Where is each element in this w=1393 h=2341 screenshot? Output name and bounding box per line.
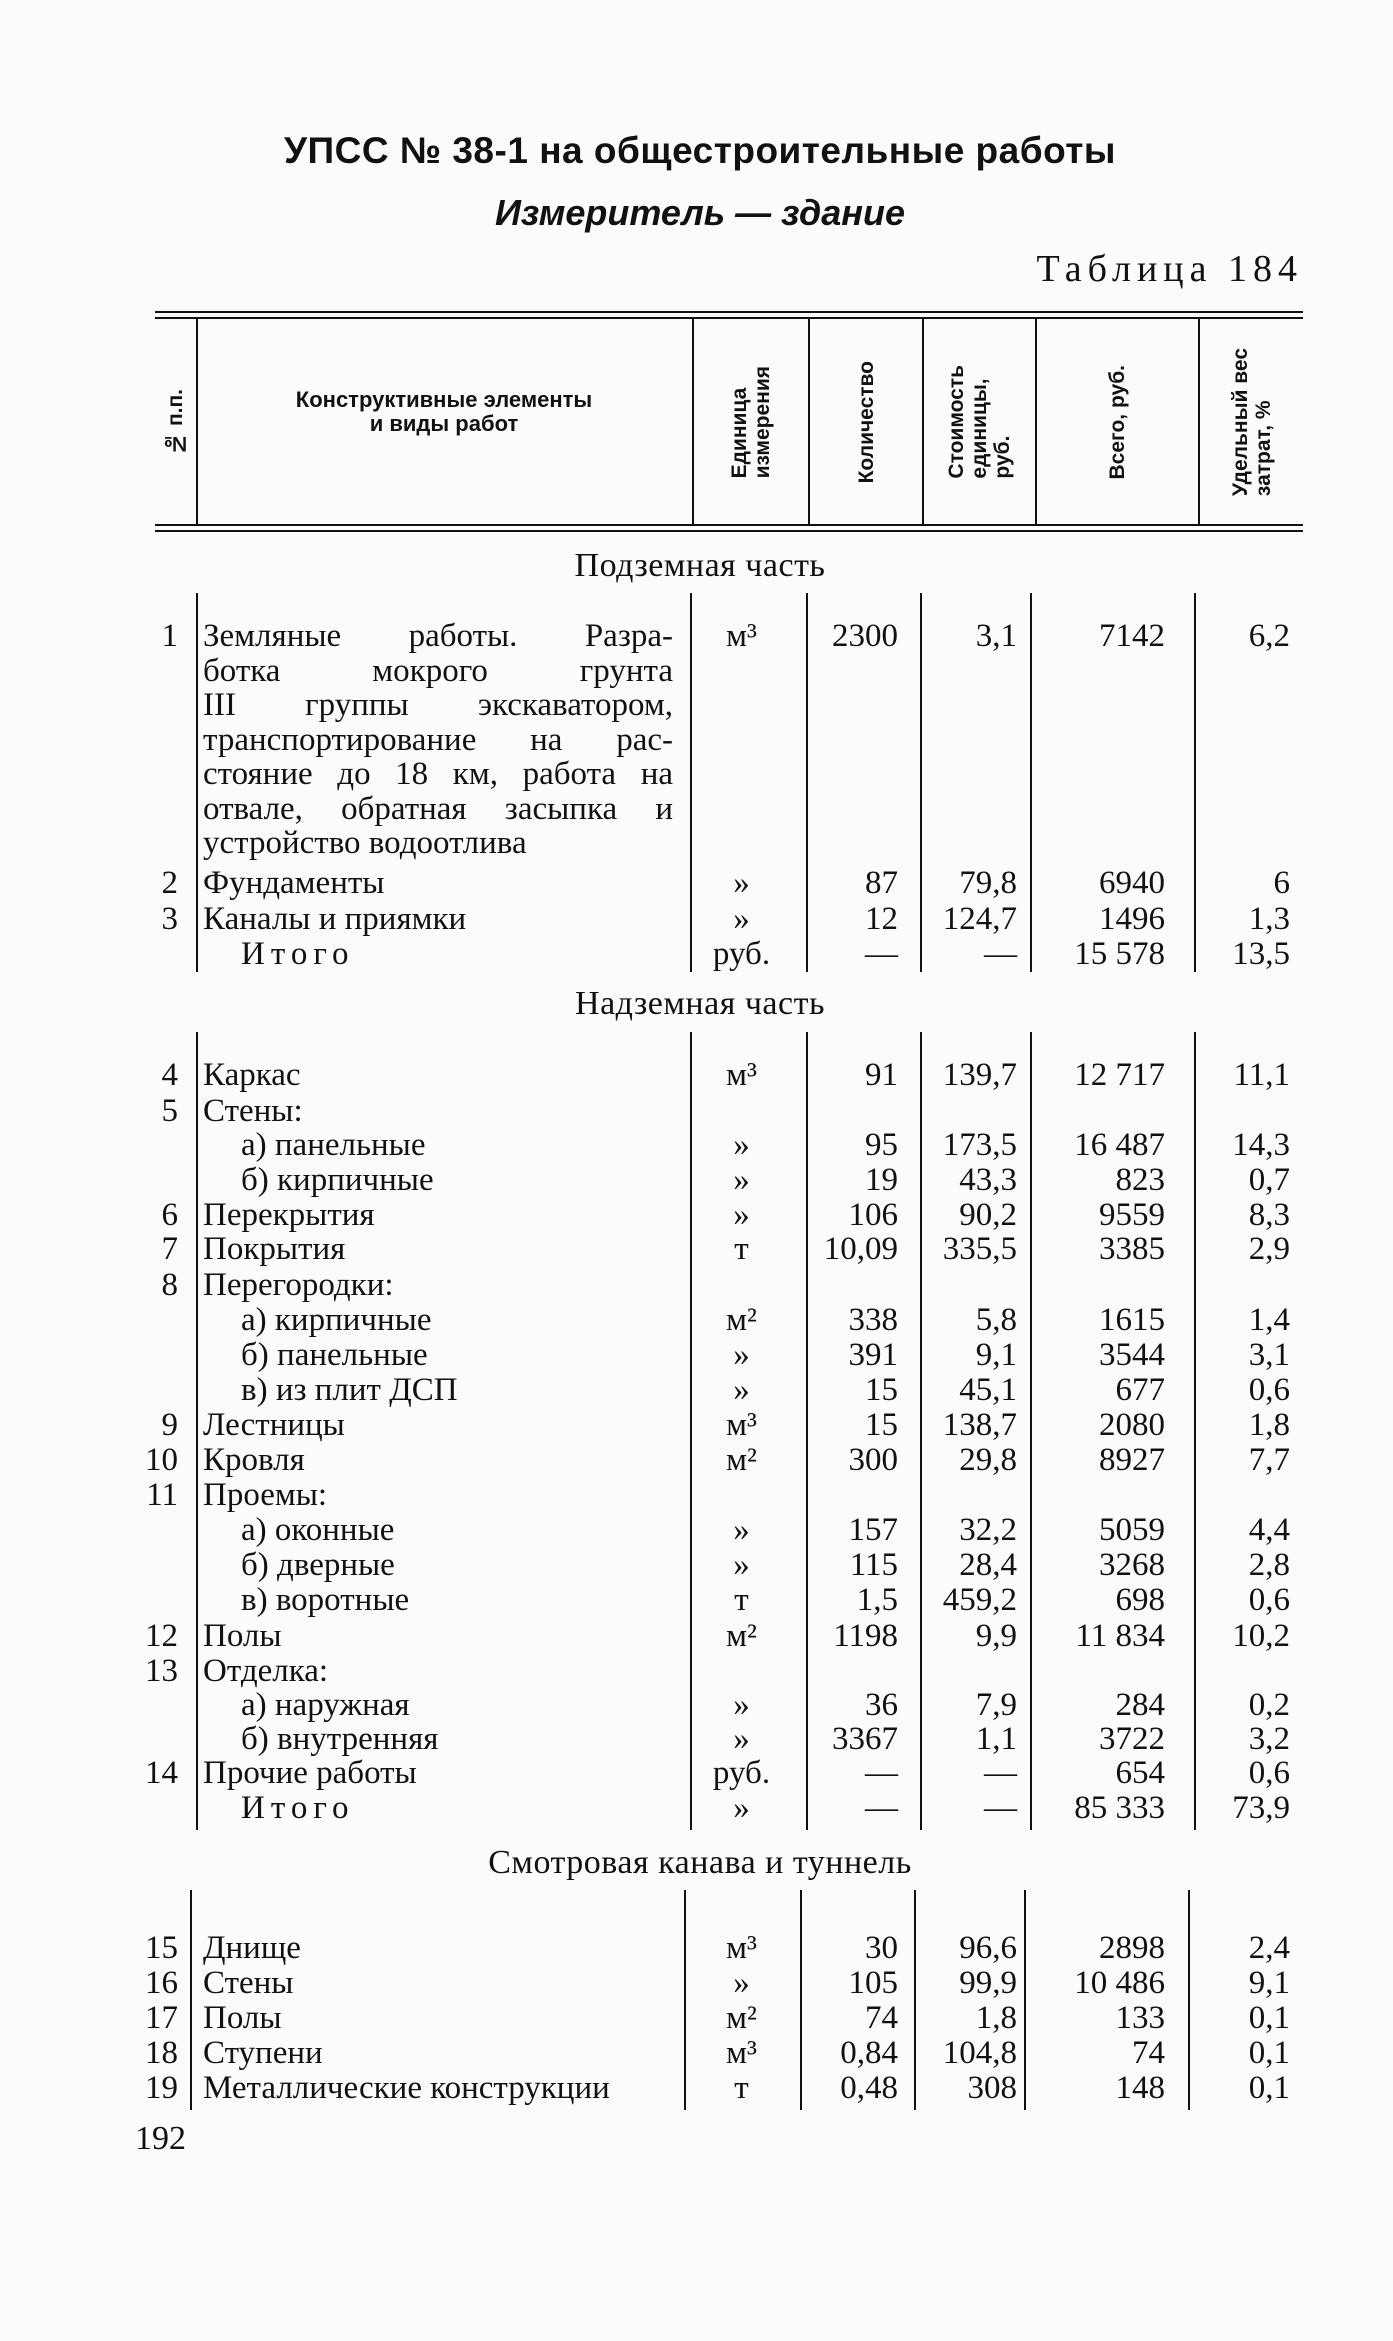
row-description: б) панельные — [241, 1337, 428, 1373]
row-quantity: 30 — [865, 1930, 898, 1966]
row-unit: » — [733, 1197, 750, 1233]
row-quantity: — — [865, 1790, 898, 1826]
row-total: 12 717 — [1074, 1057, 1165, 1093]
row-unit-price: 96,6 — [959, 1930, 1017, 1966]
row-description: Ступени — [203, 2035, 323, 2071]
row-quantity: 95 — [865, 1127, 898, 1163]
row-quantity: 1,5 — [856, 1582, 898, 1618]
row-quantity: — — [865, 1755, 898, 1791]
header-bottom-rule — [155, 524, 1303, 526]
row-description: а) панельные — [241, 1127, 426, 1163]
row-description: Проемы: — [203, 1477, 328, 1513]
row-total: 1615 — [1099, 1302, 1165, 1338]
column-divider — [914, 1890, 916, 2110]
row-total: 85 333 — [1074, 1790, 1165, 1826]
row-number: 17 — [145, 2000, 178, 2036]
column-divider — [1194, 593, 1196, 972]
row-unit-price: 1,8 — [975, 2000, 1017, 2036]
section-title: Смотровая канава и туннель — [488, 1844, 912, 1881]
column-divider — [196, 593, 198, 972]
row-total: 677 — [1115, 1372, 1165, 1408]
row-unit: » — [733, 1512, 750, 1548]
row-total: 16 487 — [1074, 1127, 1165, 1163]
row-description: а) кирпичные — [241, 1302, 432, 1338]
row-share: 0,1 — [1248, 2035, 1290, 2071]
row-number: 9 — [161, 1407, 178, 1443]
row-description: Полы — [203, 2000, 282, 2036]
row-unit: м³ — [726, 1407, 757, 1443]
row-share: 1,8 — [1248, 1407, 1290, 1443]
row-description: Днище — [203, 1930, 301, 1966]
row-unit-price: 335,5 — [942, 1231, 1017, 1267]
row-description: Покрытия — [203, 1231, 346, 1267]
row-unit-price: 308 — [967, 2070, 1017, 2106]
row-description: Кровля — [203, 1442, 305, 1478]
row-unit-price: — — [984, 1790, 1017, 1826]
row-unit: м³ — [726, 1057, 757, 1093]
row-unit-price: 104,8 — [942, 2035, 1017, 2071]
row-total: 698 — [1115, 1582, 1165, 1618]
section-title: Подземная часть — [574, 547, 826, 584]
row-total: 7142 — [1099, 618, 1165, 654]
row-description: Фундаменты — [203, 865, 385, 901]
row-unit: » — [733, 1547, 750, 1583]
row-unit: руб. — [712, 936, 771, 972]
item-1-description — [203, 619, 673, 861]
row-number: 6 — [161, 1197, 178, 1233]
row-quantity: 87 — [865, 865, 898, 901]
row-unit: » — [733, 1162, 750, 1198]
column-divider — [920, 593, 922, 972]
row-description: Перекрытия — [203, 1197, 375, 1233]
row-unit-price: 5,8 — [975, 1302, 1017, 1338]
row-total: 74 — [1132, 2035, 1165, 2071]
row-number: 12 — [145, 1618, 178, 1654]
total-row-label: Итого — [241, 936, 355, 972]
row-share: 0,6 — [1248, 1372, 1290, 1408]
row-quantity: 15 — [865, 1372, 898, 1408]
column-divider — [1030, 593, 1032, 972]
row-total: 823 — [1115, 1162, 1165, 1198]
row-total: 3268 — [1099, 1547, 1165, 1583]
row-total: 3385 — [1099, 1231, 1165, 1267]
row-unit: » — [733, 1790, 750, 1826]
row-quantity: — — [865, 936, 898, 972]
row-share: 8,3 — [1248, 1197, 1290, 1233]
row-quantity: 106 — [848, 1197, 898, 1233]
row-unit-price: 45,1 — [959, 1372, 1017, 1408]
row-unit-price: 138,7 — [942, 1407, 1017, 1443]
row-unit: м² — [726, 1302, 757, 1338]
header-bottom-rule-inner — [155, 530, 1303, 532]
row-unit-price: 1,1 — [975, 1721, 1017, 1757]
row-share: 9,1 — [1248, 1965, 1290, 2001]
row-unit-price: 90,2 — [959, 1197, 1017, 1233]
row-description: Прочие работы — [203, 1755, 417, 1791]
row-unit-price: 3,1 — [975, 618, 1017, 654]
row-unit: т — [734, 1582, 749, 1618]
column-header-total: Всего, руб. — [1106, 364, 1129, 480]
row-unit-price: — — [984, 936, 1017, 972]
total-row-label: Итого — [241, 1790, 355, 1826]
header-top-rule — [155, 311, 1303, 313]
row-total: 148 — [1115, 2070, 1165, 2106]
column-header-element: Конструктивные элементы и виды работ — [295, 387, 593, 436]
column-divider — [1194, 1032, 1196, 1830]
table-label: Таблица 184 — [1036, 248, 1303, 290]
column-divider — [1024, 1890, 1026, 2110]
row-unit-price: 29,8 — [959, 1442, 1017, 1478]
row-unit: » — [733, 1687, 750, 1723]
column-divider — [1030, 1032, 1032, 1830]
row-share: 3,2 — [1248, 1721, 1290, 1757]
row-quantity: 3367 — [832, 1721, 898, 1757]
row-unit: » — [733, 1721, 750, 1757]
row-description: Каналы и приямки — [203, 901, 467, 937]
row-quantity: 157 — [848, 1512, 898, 1548]
row-total: 5059 — [1099, 1512, 1165, 1548]
row-unit: » — [733, 1127, 750, 1163]
description-line: III группы экскаватором, — [203, 687, 673, 723]
row-description: в) из плит ДСП — [241, 1372, 458, 1408]
row-quantity: 115 — [849, 1547, 898, 1583]
row-total: 2898 — [1099, 1930, 1165, 1966]
page-number: 192 — [135, 2120, 186, 2157]
row-unit-price: 139,7 — [942, 1057, 1017, 1093]
row-share: 10,2 — [1232, 1618, 1290, 1654]
row-total: 8927 — [1099, 1442, 1165, 1478]
row-share: 2,8 — [1248, 1547, 1290, 1583]
row-number: 4 — [161, 1057, 178, 1093]
column-divider — [920, 1032, 922, 1830]
row-unit: руб. — [712, 1755, 771, 1791]
row-share: 0,6 — [1248, 1755, 1290, 1791]
row-number: 19 — [145, 2070, 178, 2106]
row-total: 3722 — [1099, 1721, 1165, 1757]
row-unit: м² — [726, 1618, 757, 1654]
description-line: транспортирование на рас- — [203, 721, 673, 758]
row-unit: т — [734, 1231, 749, 1267]
row-share: 6 — [1273, 865, 1290, 901]
column-header-unit: Единица измерения — [728, 365, 774, 479]
row-share: 0,1 — [1248, 2070, 1290, 2106]
row-description: Стены — [203, 1965, 294, 2001]
description-line: отвале, обратная засыпка и — [203, 790, 673, 827]
row-description: б) внутренняя — [241, 1721, 439, 1757]
row-number: 1 — [161, 618, 178, 654]
row-total: 1496 — [1099, 901, 1165, 937]
document-subtitle: Измеритель — здание — [494, 192, 906, 233]
row-quantity: 300 — [848, 1442, 898, 1478]
row-quantity: 91 — [865, 1057, 898, 1093]
row-description: Полы — [203, 1618, 282, 1654]
row-number: 16 — [145, 1965, 178, 2001]
row-number: 5 — [161, 1093, 178, 1129]
row-quantity: 0,48 — [840, 2070, 898, 2106]
column-divider — [800, 1890, 802, 2110]
row-number: 10 — [145, 1442, 178, 1478]
row-share: 0,7 — [1248, 1162, 1290, 1198]
row-unit: м³ — [726, 618, 757, 654]
row-quantity: 2300 — [832, 618, 898, 654]
row-number: 8 — [161, 1267, 178, 1303]
row-total: 3544 — [1099, 1337, 1165, 1373]
row-share: 11,1 — [1233, 1057, 1290, 1093]
row-unit-price: 9,9 — [975, 1618, 1017, 1654]
row-quantity: 19 — [865, 1162, 898, 1198]
row-total: 284 — [1115, 1687, 1165, 1723]
column-header-share: Удельный вес затрат, % — [1228, 347, 1275, 497]
row-description: б) кирпичные — [241, 1162, 434, 1198]
row-quantity: 105 — [848, 1965, 898, 2001]
row-unit: » — [733, 1372, 750, 1408]
row-unit: » — [733, 901, 750, 937]
row-unit: » — [733, 1965, 750, 2001]
row-total: 9559 — [1099, 1197, 1165, 1233]
row-share: 73,9 — [1232, 1790, 1290, 1826]
row-unit-price: 32,2 — [959, 1512, 1017, 1548]
row-unit: т — [734, 2070, 749, 2106]
column-header-num: № п.п. — [164, 389, 187, 455]
row-share: 13,5 — [1232, 936, 1290, 972]
section-title: Надземная часть — [575, 985, 825, 1022]
row-number: 14 — [145, 1755, 178, 1791]
row-unit-price: 79,8 — [959, 865, 1017, 901]
row-description: а) наружная — [241, 1687, 410, 1723]
row-share: 6,2 — [1248, 618, 1290, 654]
row-number: 7 — [161, 1231, 178, 1267]
column-divider — [190, 1890, 192, 2110]
row-share: 14,3 — [1232, 1127, 1290, 1163]
row-number: 13 — [145, 1653, 178, 1689]
row-unit: » — [733, 1337, 750, 1373]
row-total: 654 — [1115, 1755, 1165, 1791]
row-unit: м² — [726, 1442, 757, 1478]
row-number: 11 — [146, 1477, 178, 1513]
row-unit-price: — — [984, 1755, 1017, 1791]
column-header-price: Стоимость единицы, руб. — [945, 365, 1014, 479]
row-number: 15 — [145, 1930, 178, 1966]
row-unit-price: 173,5 — [942, 1127, 1017, 1163]
row-description: Стены: — [203, 1093, 303, 1129]
row-share: 2,9 — [1248, 1231, 1290, 1267]
description-line: ботка мокрого грунта — [203, 652, 673, 689]
column-divider — [196, 1032, 198, 1830]
row-total: 133 — [1115, 2000, 1165, 2036]
row-description: Перегородки: — [203, 1267, 394, 1303]
row-quantity: 1198 — [833, 1618, 898, 1654]
row-description: в) воротные — [241, 1582, 410, 1618]
row-unit: м³ — [726, 1930, 757, 1966]
row-quantity: 12 — [865, 901, 898, 937]
row-description: Отделка: — [203, 1653, 329, 1689]
row-total: 6940 — [1099, 865, 1165, 901]
column-divider — [806, 593, 808, 972]
row-unit: » — [733, 865, 750, 901]
row-share: 4,4 — [1248, 1512, 1290, 1548]
column-divider — [806, 1032, 808, 1830]
row-quantity: 15 — [865, 1407, 898, 1443]
row-quantity: 391 — [848, 1337, 898, 1373]
row-share: 1,4 — [1248, 1302, 1290, 1338]
row-share: 0,1 — [1248, 2000, 1290, 2036]
row-unit-price: 43,3 — [959, 1162, 1017, 1198]
row-quantity: 36 — [865, 1687, 898, 1723]
row-number: 2 — [161, 865, 178, 901]
row-quantity: 338 — [848, 1302, 898, 1338]
row-share: 2,4 — [1248, 1930, 1290, 1966]
row-unit-price: 459,2 — [942, 1582, 1017, 1618]
row-share: 1,3 — [1248, 901, 1290, 937]
description-line: устройство водоотлива — [203, 825, 527, 861]
row-description: Каркас — [203, 1057, 301, 1093]
column-divider — [684, 1890, 686, 2110]
row-total: 11 834 — [1075, 1618, 1165, 1654]
row-description: Лестницы — [203, 1407, 345, 1443]
row-total: 10 486 — [1074, 1965, 1165, 2001]
row-unit: м³ — [726, 2035, 757, 2071]
header-top-rule-inner — [155, 317, 1303, 319]
row-unit-price: 28,4 — [959, 1547, 1017, 1583]
row-number: 3 — [161, 901, 178, 937]
row-quantity: 10,09 — [823, 1231, 898, 1267]
description-line: Земляные работы. Разра- — [203, 618, 673, 654]
row-description: Металлические конструкции — [203, 2070, 610, 2106]
row-total: 2080 — [1099, 1407, 1165, 1443]
row-quantity: 74 — [865, 2000, 898, 2036]
row-description: а) оконные — [241, 1512, 395, 1548]
description-line: стояние до 18 км, работа на — [203, 756, 673, 792]
row-share: 0,6 — [1248, 1582, 1290, 1618]
row-unit-price: 9,1 — [975, 1337, 1017, 1373]
row-unit: м² — [726, 2000, 757, 2036]
row-share: 0,2 — [1248, 1687, 1290, 1723]
row-unit-price: 7,9 — [975, 1687, 1017, 1723]
column-header-qty: Количество — [854, 360, 878, 484]
row-number: 18 — [145, 2035, 178, 2071]
column-divider — [1188, 1890, 1190, 2110]
document-title: УПСС № 38-1 на общестроительные работы — [284, 130, 1116, 171]
row-share: 7,7 — [1248, 1442, 1290, 1478]
row-total: 15 578 — [1074, 936, 1165, 972]
row-description: б) дверные — [241, 1547, 395, 1583]
row-unit-price: 124,7 — [942, 901, 1017, 937]
row-unit-price: 99,9 — [959, 1965, 1017, 2001]
row-share: 3,1 — [1248, 1337, 1290, 1373]
row-quantity: 0,84 — [840, 2035, 898, 2071]
